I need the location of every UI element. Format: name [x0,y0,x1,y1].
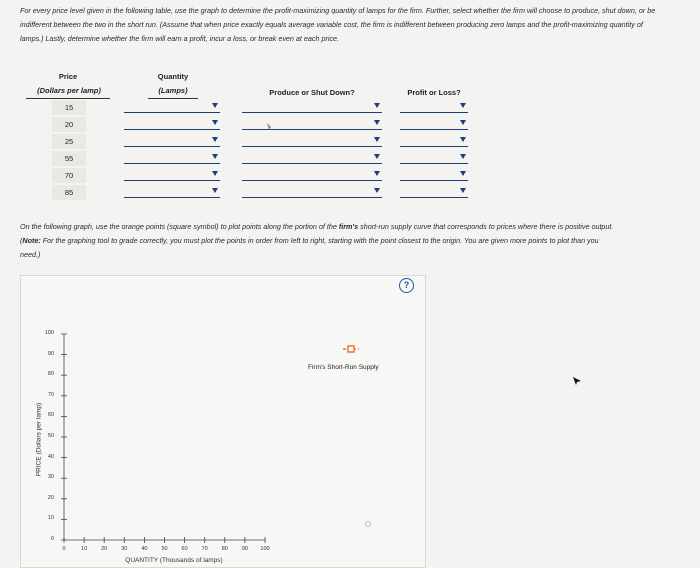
y-tick-label: 70 [47,391,54,398]
y-tick-label: 100 [44,330,54,336]
price-cell: 55 [64,154,74,163]
x-tick-label: 50 [161,546,168,552]
price-cell: 15 [64,103,74,112]
y-tick-label: 0 [50,536,54,542]
price-header-line1: Price [58,72,78,81]
orange-square-tool-icon[interactable] [343,344,359,354]
quantity-header-line2: (Lamps) [158,86,188,95]
y-tick-label: 90 [47,350,54,357]
x-tick-label: 10 [81,546,88,552]
price-cell: 25 [64,137,74,146]
x-tick-label: 70 [201,546,208,552]
x-tick-label: 0 [62,546,66,552]
x-tick-label: 30 [121,546,128,552]
help-icon[interactable]: ? [399,278,414,293]
graph-instructions: On the following graph, use the orange points (square symbol) to plot points along the portion of the firm's short-run supply curve that corresponds to prices where there is positive output. (Note: For the graphing tool to grade correctly, you must plot the points in order from left to right, starting with the point closest to the origin. You are given more points to plot than you need.) [20,222,614,259]
price-cell: 70 [64,171,74,180]
y-tick-label: 60 [47,412,54,419]
profit-header: Profit or Loss? [407,88,461,97]
x-tick-label: 90 [241,546,248,552]
mouse-cursor-icon [572,376,582,386]
y-tick-label: 80 [47,371,54,378]
price-cell: 20 [64,120,74,129]
y-tick-label: 40 [47,453,54,460]
x-tick-label: 20 [101,546,108,552]
circle-cursor-icon [364,520,372,528]
y-tick-label: 10 [47,515,54,522]
price-header-line2: (Dollars per lamp) [37,86,101,95]
x-tick-label: 100 [260,546,270,552]
y-tick-label: 30 [47,474,54,481]
y-axis-label: PRICE (Dollars per lamp) [35,402,43,477]
y-tick-label: 50 [47,433,54,439]
x-tick-label: 40 [141,546,148,552]
legend-label: Firm's Short-Run Supply [308,364,379,371]
produce-header: Produce or Shut Down? [269,88,355,97]
pen-cursor-icon [266,123,272,131]
quantity-header-line1: Quantity [157,72,189,81]
x-tick-label: 60 [181,546,188,552]
price-cell: 85 [64,188,74,197]
x-tick-label: 80 [221,546,228,552]
intro-text: For every price level given in the following table, use the graph to determine the profit-maximizing quantity of lamps for the firm. Further, select whether the firm will choose to produce, shut down, or be indifferent between the two in the short run. (Assume that when price exactly equals average variable cost, the firm is indifferent between producing zero lamps and the profit-maximizing quantity of lamps.) Lastly, determine whether the firm will earn a profit, incur a loss, or break even at each price. [20,6,656,43]
y-tick-label: 20 [47,494,54,501]
x-axis-label: QUANTITY (Thousands of lamps) [125,557,223,564]
